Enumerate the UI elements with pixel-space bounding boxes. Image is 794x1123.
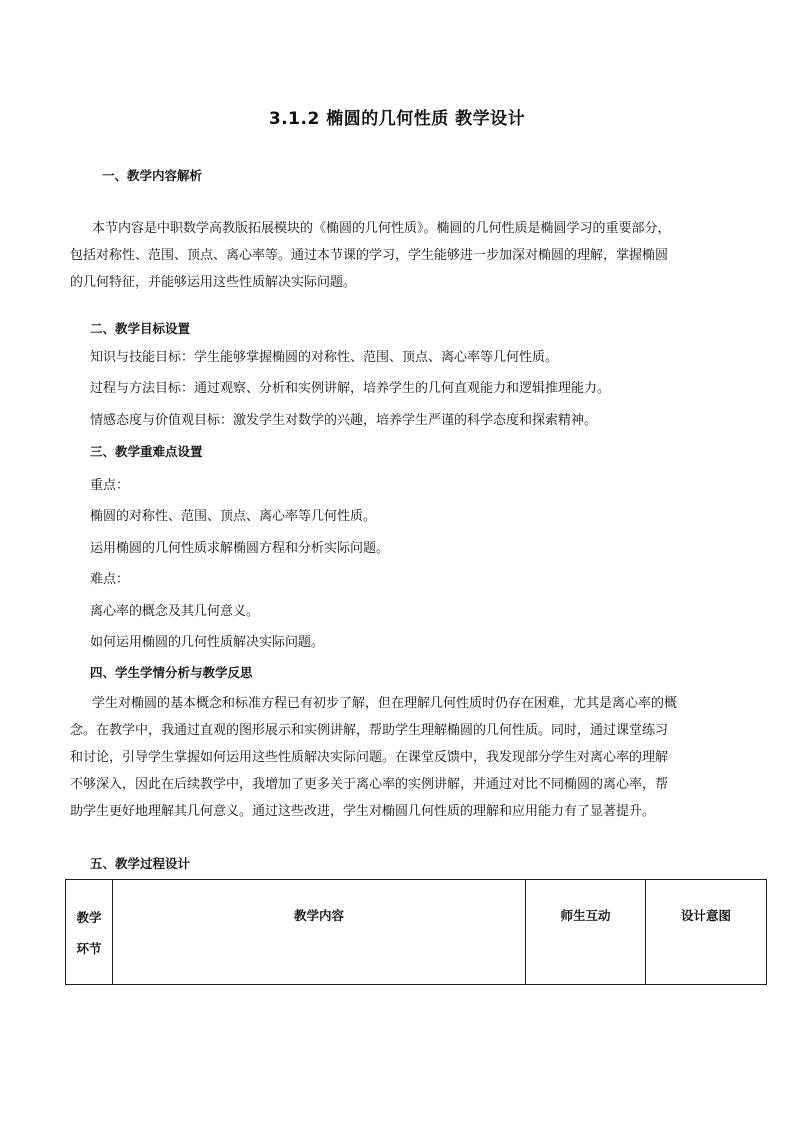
difficult-points-label: 难点： [90, 572, 130, 587]
section-heading-content-analysis: 一、教学内容解析 [102, 168, 203, 183]
paragraph-line: 学生对椭圆的基本概念和标准方程已有初步了解，但在理解几何性质时仍存在困难，尤其是离心率的概 [92, 696, 678, 711]
key-point-item: 运用椭圆的几何性质求解椭圆方程和分析实际问题。 [90, 541, 390, 556]
paragraph-line: 包括对称性、范围、顶点、离心率等。通过本节课的学习，学生能够进一步加深对椭圆的理解，掌握椭圆 [70, 248, 669, 263]
section-heading-process: 五、教学过程设计 [90, 856, 191, 871]
paragraph-line: 助学生更好地理解其几何意义。通过这些改进，学生对椭圆几何性质的理解和应用能力有了显著提升。 [70, 804, 656, 819]
header-stage-line1: 教学 [76, 910, 102, 925]
header-cell-content: 教学内容 [113, 880, 526, 985]
section-heading-reflection: 四、学生学情分析与教学反思 [90, 665, 253, 680]
objective-item: 过程与方法目标：通过观察、分析和实例讲解，培养学生的几何直观能力和逻辑推理能力。 [90, 381, 611, 396]
header-cell-interaction: 师生互动 [526, 880, 646, 985]
difficult-point-item: 如何运用椭圆的几何性质解决实际问题。 [90, 635, 325, 650]
paragraph-line: 不够深入，因此在后续教学中，我增加了更多关于离心率的实例讲解，并通过对比不同椭圆的离心率，帮 [70, 777, 669, 792]
paragraph-reflection [70, 690, 730, 825]
key-point-item: 椭圆的对称性、范围、顶点、离心率等几何性质。 [90, 509, 377, 524]
section-heading-key-points: 三、教学重难点设置 [90, 444, 203, 459]
table-header-row [66, 880, 767, 985]
difficult-point-item: 离心率的概念及其几何意义。 [90, 604, 260, 619]
paragraph-line: 本节内容是中职数学高教版拓展模块的《椭圆的几何性质》。椭圆的几何性质是椭圆学习的重要部分， [92, 221, 671, 236]
paragraph-line: 和讨论，引导学生掌握如何运用这些性质解决实际问题。在课堂反馈中，我发现部分学生对离心率的理解 [70, 750, 669, 765]
section-heading-objectives: 二、教学目标设置 [90, 321, 191, 336]
paragraph-line: 念。在教学中，我通过直观的图形展示和实例讲解，帮助学生理解椭圆的几何性质。同时，通过课堂练习 [70, 723, 669, 738]
process-table [65, 879, 767, 985]
header-cell-intent: 设计意图 [646, 880, 767, 985]
header-stage-line2: 环节 [76, 941, 102, 956]
objective-item: 知识与技能目标：学生能够掌握椭圆的对称性、范围、顶点、离心率等几何性质。 [90, 350, 559, 365]
paragraph-content-analysis [70, 215, 730, 296]
paragraph-line: 的几何特征，并能够运用这些性质解决实际问题。 [70, 275, 357, 290]
document-title: 3.1.2 椭圆的几何性质 教学设计 [268, 109, 526, 129]
header-cell-stage [66, 880, 113, 985]
key-points-label: 重点： [90, 478, 130, 493]
objective-item: 情感态度与价值观目标：激发学生对数学的兴趣，培养学生严谨的科学态度和探索精神。 [90, 413, 598, 428]
